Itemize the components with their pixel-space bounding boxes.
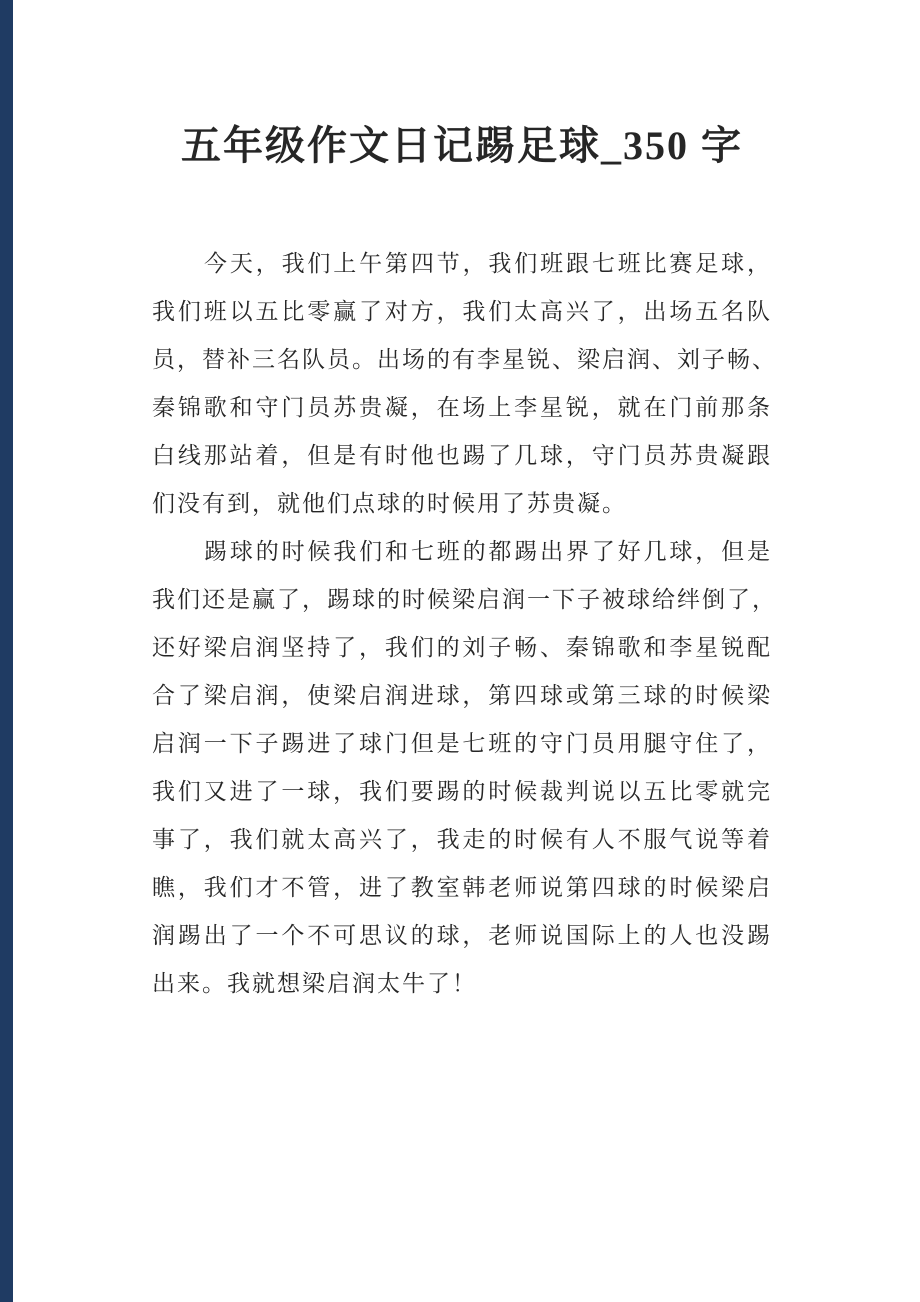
text-line: 瞧，我们才不管，进了教室韩老师说第四球的时候梁启 bbox=[152, 875, 772, 900]
text-line: 我们班以五比零赢了对方，我们太高兴了，出场五名队 bbox=[152, 299, 772, 324]
text-line: 我们还是赢了，踢球的时候梁启润一下子被球给绊倒了， bbox=[152, 587, 777, 612]
text-line: 出来。我就想梁启润太牛了！ bbox=[152, 971, 477, 996]
text-line: 润踢出了一个不可思议的球，老师说国际上的人也没踢 bbox=[152, 923, 772, 948]
text-line: 合了梁启润，使梁启润进球，第四球或第三球的时候梁 bbox=[152, 683, 772, 708]
paragraph bbox=[152, 528, 777, 1008]
text-line: 员，替补三名队员。出场的有李星锐、梁启润、刘子畅、 bbox=[152, 347, 777, 372]
document-content bbox=[152, 0, 777, 1008]
document-title: 五年级作文日记踢足球_350 字 bbox=[181, 123, 743, 168]
paragraph bbox=[152, 240, 777, 528]
text-line: 启润一下子踢进了球门但是七班的守门员用腿守住了， bbox=[152, 731, 772, 756]
document-body bbox=[152, 240, 777, 1008]
text-line: 我们又进了一球，我们要踢的时候裁判说以五比零就完 bbox=[152, 779, 772, 804]
text-line: 们没有到，就他们点球的时候用了苏贵凝。 bbox=[152, 491, 627, 516]
left-edge-bar bbox=[0, 0, 13, 1302]
text-line: 踢球的时候我们和七班的都踢出界了好几球，但是 bbox=[204, 539, 772, 564]
text-line: 秦锦歌和守门员苏贵凝，在场上李星锐，就在门前那条 bbox=[152, 395, 772, 420]
text-line: 还好梁启润坚持了，我们的刘子畅、秦锦歌和李星锐配 bbox=[152, 635, 772, 660]
text-line: 白线那站着，但是有时他也踢了几球，守门员苏贵凝跟 bbox=[152, 443, 772, 468]
text-line: 今天，我们上午第四节，我们班跟七班比赛足球， bbox=[204, 251, 772, 276]
text-line: 事了，我们就太高兴了，我走的时候有人不服气说等着 bbox=[152, 827, 772, 852]
